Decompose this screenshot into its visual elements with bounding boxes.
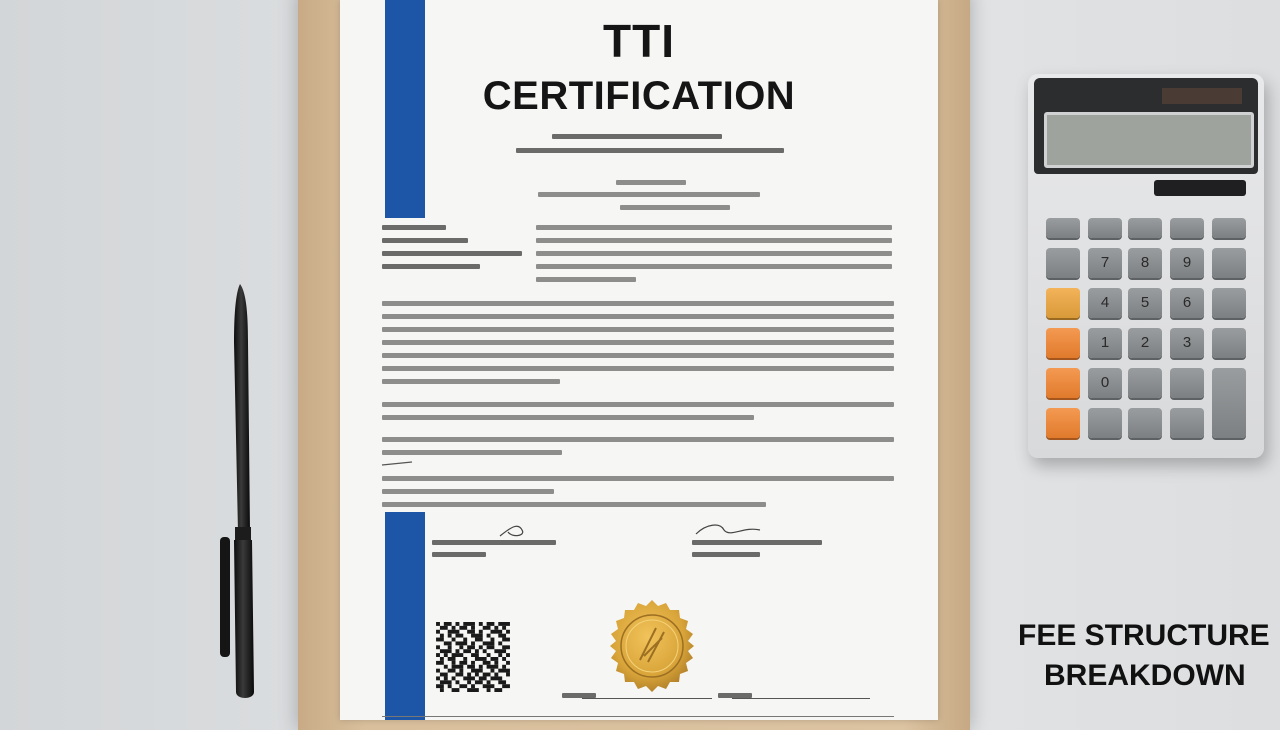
calc-key [1046,408,1080,438]
calc-key-9: 9 [1170,248,1204,278]
calc-key [1212,288,1246,318]
calc-key [1128,368,1162,398]
calc-key [1128,408,1162,438]
calc-key-7: 7 [1088,248,1122,278]
calculator [1028,74,1264,458]
certificate-title: TTI [603,15,675,67]
calc-key [1170,408,1204,438]
certificate-paper [340,0,938,720]
calc-key [1088,408,1122,438]
caption-line-2: BREAKDOWN [1044,659,1246,692]
calc-key [1046,368,1080,398]
solar-panel [1154,180,1246,196]
calc-key [1046,248,1080,278]
calc-key [1212,328,1246,358]
calc-key [1046,288,1080,318]
pen-icon [214,282,264,702]
calc-key-3: 3 [1170,328,1204,358]
calc-key-equals [1212,368,1246,438]
caption-line-1: FEE STRUCTURE [1018,619,1270,652]
calc-key [1128,218,1162,238]
calc-key-1: 1 [1088,328,1122,358]
calculator-display-housing [1034,78,1258,174]
calc-key-8: 8 [1128,248,1162,278]
gold-seal-icon [604,598,700,694]
calc-key [1046,328,1080,358]
calc-key-6: 6 [1170,288,1204,318]
certificate-subtitle: CERTIFICATION [482,74,796,118]
calc-key [1088,218,1122,238]
caption [1018,616,1280,696]
calc-key [1212,248,1246,278]
calculator-screen [1044,112,1254,168]
calc-key-5: 5 [1128,288,1162,318]
calc-key [1170,368,1204,398]
calc-key [1170,218,1204,238]
calc-key [1212,218,1246,238]
calc-key-0: 0 [1088,368,1122,398]
qr-code [435,622,511,692]
calc-key-2: 2 [1128,328,1162,358]
calc-key-4: 4 [1088,288,1122,318]
calc-key [1046,218,1080,238]
